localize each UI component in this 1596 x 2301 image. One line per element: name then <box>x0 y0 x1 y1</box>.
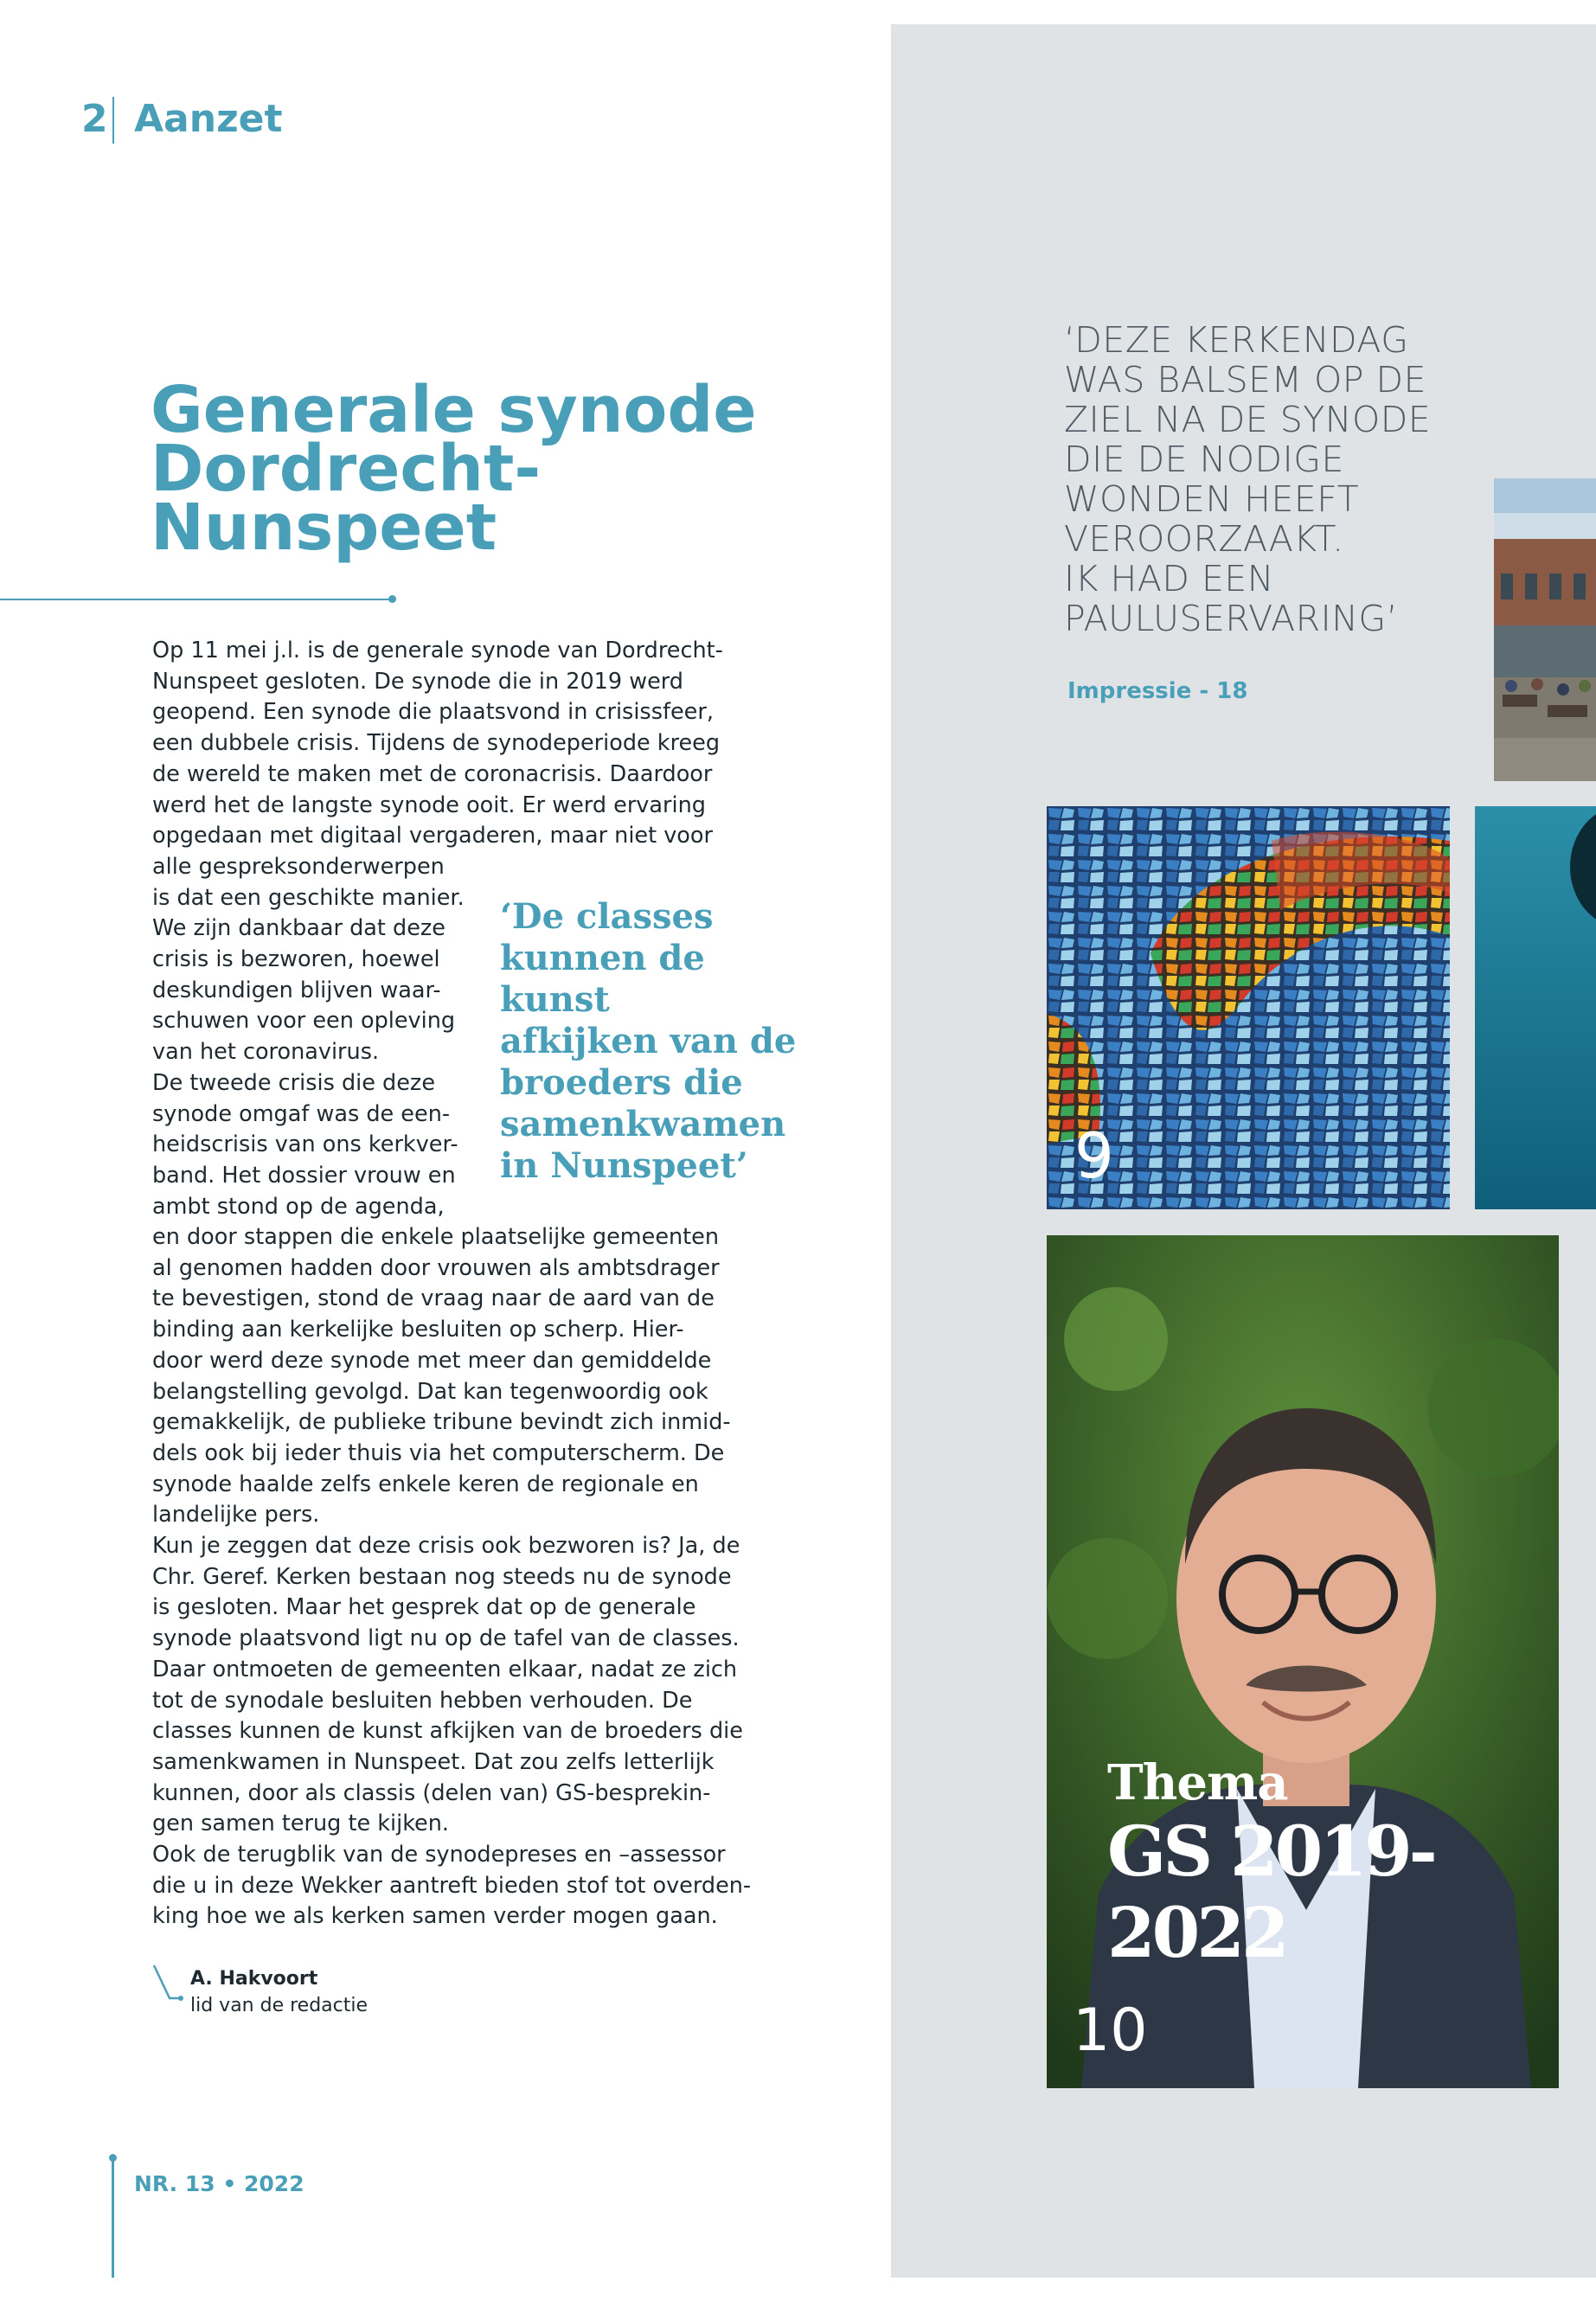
sidebar-quote-line: IK HAD EEN <box>1064 558 1274 599</box>
body-line: en door stappen die enkele plaatselijke gemeenten <box>152 1224 720 1250</box>
body-line: band. Het dossier vrouw en <box>152 1162 456 1189</box>
mosaic-page-number: 9 <box>1074 1119 1114 1192</box>
pull-quote-line: in Nunspeet’ <box>500 1145 748 1186</box>
mosaic-photo-thumbnail[interactable] <box>1047 806 1450 1209</box>
body-line: door werd deze synode met meer dan gemiddelde <box>152 1347 712 1374</box>
body-line: alle gespreksonderwerpen <box>152 853 445 880</box>
body-line: binding aan kerkelijke besluiten op scherp. Hier- <box>152 1317 684 1343</box>
body-line: van het coronavirus. <box>152 1039 380 1066</box>
body-line: geopend. Een synode die plaatsvond in crisissfeer, <box>152 699 714 726</box>
body-line: opgedaan met digitaal vergaderen, maar niet voor <box>152 823 713 849</box>
footer-rule-dot <box>109 2154 117 2162</box>
body-line: te bevestigen, stond de vraag naar de aard van de <box>152 1285 715 1312</box>
body-line: tot de synodale besluiten hebben verhouden. De <box>152 1687 693 1714</box>
sidebar-quote-line: VEROORZAAKT. <box>1064 518 1344 560</box>
pull-quote-line: kunnen de kunst <box>500 938 705 1020</box>
article-body-part2 <box>152 1222 758 1932</box>
body-line: dels ook bij ieder thuis via het computerscherm. De <box>152 1439 725 1466</box>
body-line: king hoe we als kerken samen verder mogen gaan. <box>152 1903 718 1930</box>
body-line: synode omgaf was de een- <box>152 1100 451 1127</box>
body-line: al genomen hadden door vrouwen als ambtsdrager <box>152 1254 720 1281</box>
headline-rule <box>0 599 394 600</box>
author-role: lid van de redactie <box>190 1995 369 2016</box>
author-name: A. Hakvoort <box>190 1968 318 1990</box>
pull-quote-line: broeders die <box>500 1062 743 1103</box>
portrait-photo-thumbnail[interactable] <box>1047 1235 1559 2088</box>
article-headline: Generale synode Dordrecht-Nunspeet <box>151 373 757 565</box>
pull-quote <box>500 896 811 1187</box>
body-line: Daar ontmoeten de gemeenten elkaar, nadat ze zich <box>152 1656 738 1682</box>
section-title: Aanzet <box>134 97 283 141</box>
footer-rule <box>112 2157 114 2278</box>
body-line: Op 11 mei j.l. is de generale synode van Dordrecht- <box>152 638 723 663</box>
theme-title: GS 2019-2022 <box>1107 1811 1434 1973</box>
body-line: samenkwamen in Nunspeet. Dat zou zelfs letterlijk <box>152 1748 715 1775</box>
body-line: deskundigen blijven waar- <box>152 977 441 1003</box>
body-line: gen samen terug te kijken. <box>152 1811 450 1837</box>
sidebar-quote-line: PAULUSERVARING’ <box>1064 598 1399 639</box>
sidebar-quote-line: WONDEN HEEFT <box>1064 478 1360 520</box>
body-line: Chr. Geref. Kerken bestaan nog steeds nu de synode <box>152 1563 732 1590</box>
body-line: synode haalde zelfs enkele keren de regionale en <box>152 1471 699 1497</box>
body-line: is gesloten. Maar het gesprek dat op de generale <box>152 1594 696 1621</box>
author-arrow-icon <box>152 1964 183 2012</box>
body-line: De tweede crisis die deze <box>152 1069 436 1096</box>
body-line: Ook de terugblik van de synodepreses en –assessor <box>152 1842 726 1868</box>
body-line: kunnen, door als classis (delen van) GS-besprekin- <box>152 1779 711 1806</box>
body-line: schuwen voor een opleving <box>152 1008 456 1035</box>
quote-reference-link[interactable]: Impressie - 18 <box>1067 678 1248 704</box>
theme-label: Thema <box>1107 1754 1288 1811</box>
teal-photo-thumbnail[interactable] <box>1475 806 1596 1209</box>
body-line: Kun je zeggen dat deze crisis ook bezworen is? Ja, de <box>152 1533 740 1560</box>
body-line: classes kunnen de kunst afkijken van de broeders die <box>152 1718 743 1745</box>
body-line: landelijke pers. <box>152 1502 320 1529</box>
portrait-page-number: 10 <box>1073 1997 1148 2065</box>
body-line: gemakkelijk, de publieke tribune bevindt zich inmid- <box>152 1409 731 1436</box>
pull-quote-line: ‘De classes <box>500 896 714 937</box>
pull-quote-line: afkijken van de <box>500 1021 797 1061</box>
building-photo-thumbnail[interactable] <box>1494 478 1596 781</box>
sidebar-quote-line: DIE DE NODIGE <box>1064 439 1344 480</box>
sidebar-quote-line: ‘DEZE KERKENDAG <box>1064 319 1409 361</box>
body-line: de wereld te maken met de coronacrisis. Daardoor <box>152 760 713 787</box>
teal-photo-image <box>1475 806 1596 1209</box>
body-line: Nunspeet gesloten. De synode die in 2019 werd <box>152 668 683 695</box>
body-line: belangstelling gevolgd. Dat kan tegenwoordig ook <box>152 1378 708 1405</box>
body-line: werd het de langste synode ooit. Er werd ervaring <box>152 792 706 818</box>
headline-rule-dot <box>388 595 396 603</box>
sidebar-quote-line: ZIEL NA DE SYNODE <box>1064 399 1432 440</box>
section-divider <box>112 97 114 144</box>
section-number: 2 <box>81 97 108 141</box>
body-line: is dat een geschikte manier. <box>152 884 465 911</box>
body-line: synode plaatsvond ligt nu op de tafel van de classes. <box>152 1625 740 1652</box>
issue-label: NR. 13 • 2022 <box>134 2171 304 2196</box>
sidebar-quote-line: WAS BALSEM OP DE <box>1064 359 1426 401</box>
body-line: een dubbele crisis. Tijdens de synodeperiode kreeg <box>152 730 721 757</box>
body-line: heidscrisis van ons kerkver- <box>152 1131 458 1158</box>
body-line: We zijn dankbaar dat deze <box>152 915 445 942</box>
pull-quote-line: samenkwamen <box>500 1104 786 1144</box>
building-photo-image <box>1494 478 1596 781</box>
body-line: die u in deze Wekker aantreft bieden stof tot overden- <box>152 1872 752 1899</box>
sidebar-quote <box>1064 320 1548 638</box>
body-line: ambt stond op de agenda, <box>152 1193 445 1220</box>
body-line: crisis is bezworen, hoewel <box>152 946 440 973</box>
